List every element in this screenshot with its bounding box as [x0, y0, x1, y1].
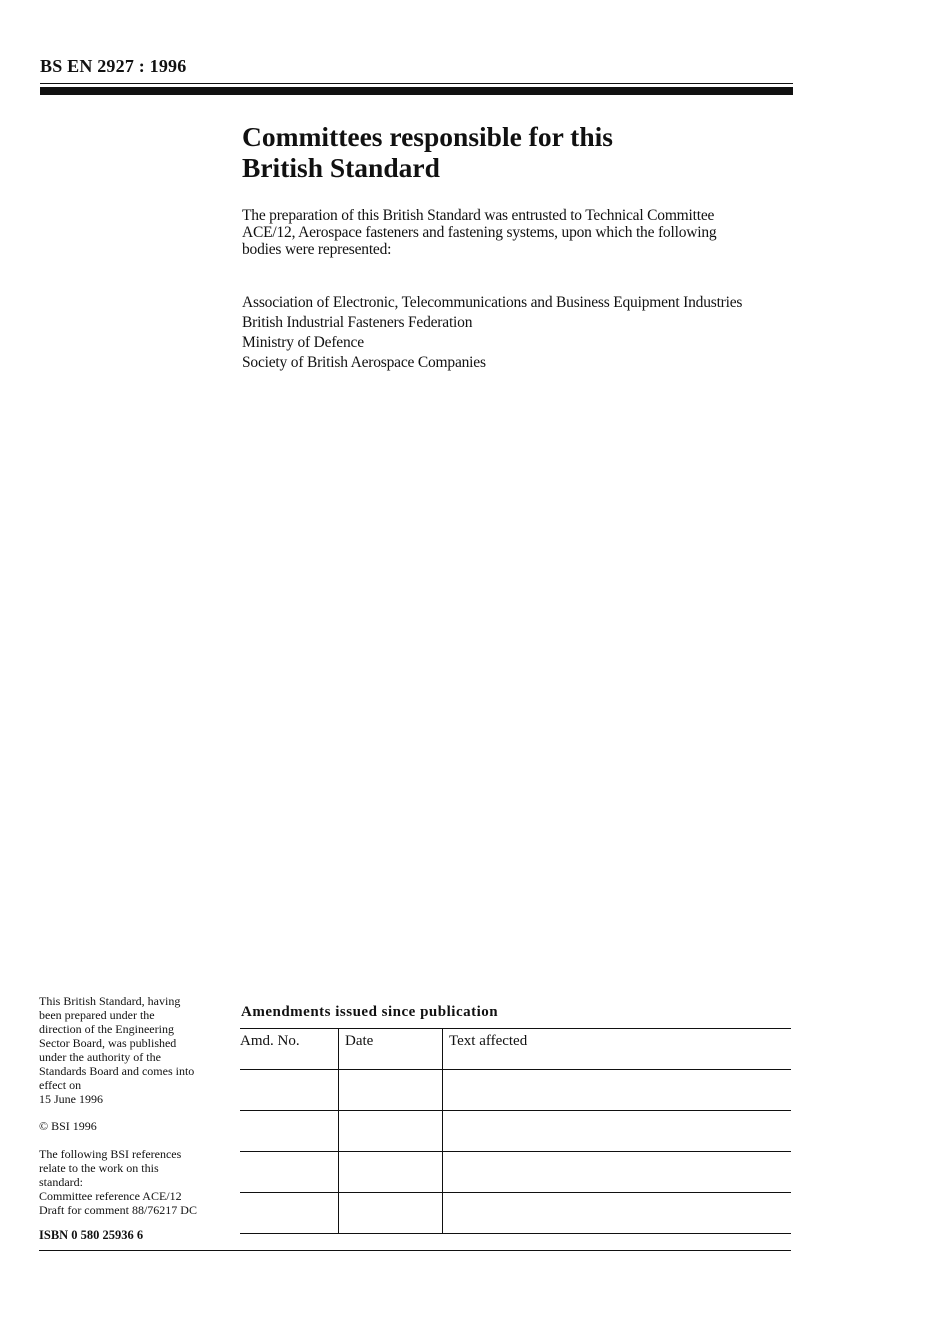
- amendments-table: [240, 1028, 791, 1234]
- table-cell: [339, 1111, 443, 1152]
- document-code: BS EN 2927 : 1996: [40, 56, 187, 76]
- table-cell: [443, 1193, 792, 1234]
- publication-note-line: This British Standard, having: [39, 994, 181, 1008]
- committee-reference: Committee reference ACE/12: [39, 1189, 182, 1203]
- publication-note-line: under the authority of the: [39, 1050, 161, 1064]
- table-row: [240, 1111, 791, 1152]
- isbn: ISBN 0 580 25936 6: [39, 1228, 144, 1242]
- table-cell: [339, 1070, 443, 1111]
- intro-line-1: The preparation of this British Standard was entrusted to Technical Committee: [242, 207, 715, 224]
- publication-note-line: been prepared under the: [39, 1008, 155, 1022]
- bsi-reference-line: The following BSI references: [39, 1147, 182, 1161]
- table-row: [240, 1152, 791, 1193]
- table-cell: [240, 1111, 339, 1152]
- table-row: [240, 1070, 791, 1111]
- intro-line-2: ACE/12, Aerospace fasteners and fastening systems, upon which the following: [242, 224, 717, 241]
- table-cell: [443, 1152, 792, 1193]
- bsi-references: [39, 1147, 229, 1217]
- intro-line-3: bodies were represented:: [242, 241, 392, 258]
- publication-note-line: effect on: [39, 1078, 82, 1092]
- table-cell: [443, 1111, 792, 1152]
- publication-note-line: Standards Board and comes into: [39, 1064, 195, 1078]
- body-item: British Industrial Fasteners Federation: [242, 314, 473, 331]
- table-cell: [240, 1152, 339, 1193]
- column-header-text-affected: Text affected: [443, 1029, 792, 1070]
- body-item: Ministry of Defence: [242, 334, 364, 351]
- column-header-amd-no: Amd. No.: [240, 1029, 339, 1070]
- represented-bodies-list: [242, 293, 742, 373]
- amendments-header-row: [240, 1029, 791, 1070]
- body-item: Association of Electronic, Telecommunications and Business Equipment Industries: [242, 294, 743, 311]
- table-cell: [339, 1193, 443, 1234]
- table-cell: [443, 1070, 792, 1111]
- bottom-rule: [39, 1250, 791, 1251]
- table-cell: [240, 1070, 339, 1111]
- publication-note-line: Sector Board, was published: [39, 1036, 177, 1050]
- table-cell: [339, 1152, 443, 1193]
- header-rule-thick: [40, 87, 793, 95]
- header-rule-thin: [40, 83, 793, 84]
- bsi-reference-line: relate to the work on this: [39, 1161, 159, 1175]
- publication-note: [39, 994, 229, 1106]
- amendments-heading: Amendments issued since publication: [241, 1004, 499, 1020]
- copyright-notice: © BSI 1996: [39, 1119, 97, 1133]
- column-header-date: Date: [339, 1029, 443, 1070]
- draft-reference: Draft for comment 88/76217 DC: [39, 1203, 197, 1217]
- page-title-line-2: British Standard: [242, 152, 440, 183]
- publication-note-line: direction of the Engineering: [39, 1022, 174, 1036]
- table-cell: [240, 1193, 339, 1234]
- intro-paragraph: [242, 207, 787, 258]
- bsi-reference-line: standard:: [39, 1175, 83, 1189]
- page-title-line-1: Committees responsible for this: [242, 121, 613, 152]
- table-row: [240, 1193, 791, 1234]
- body-item: Society of British Aerospace Companies: [242, 354, 486, 371]
- page-title: [242, 121, 782, 183]
- publication-date: 15 June 1996: [39, 1092, 103, 1106]
